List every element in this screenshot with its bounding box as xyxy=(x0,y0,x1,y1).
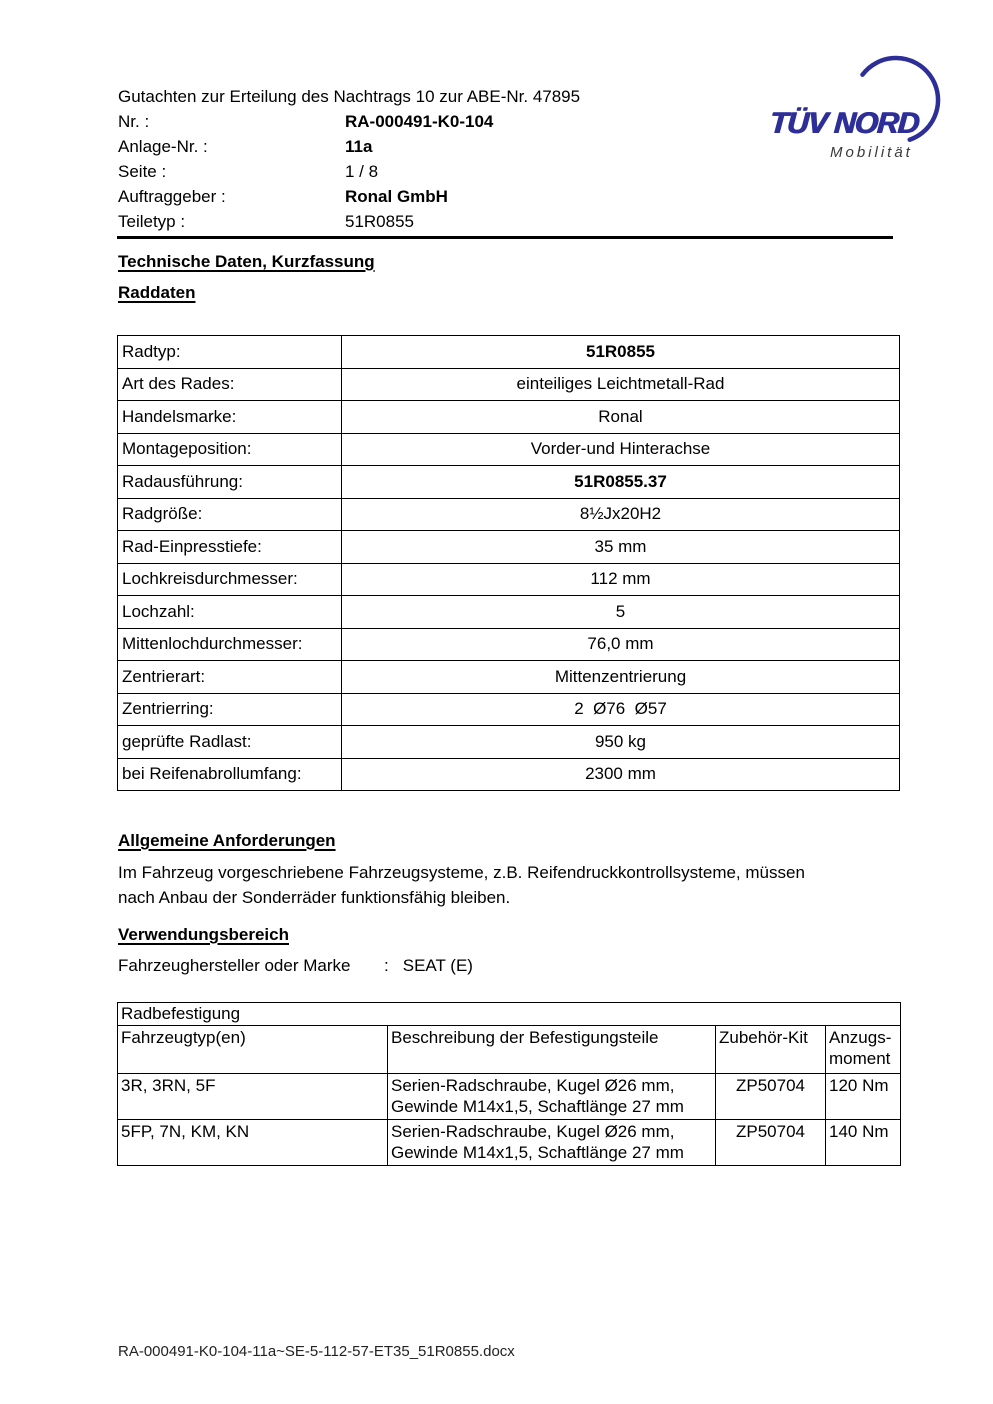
table-row xyxy=(118,1074,901,1120)
meta-value-nr: RA-000491-K0-104 xyxy=(345,112,494,131)
row-value: 8½Jx20H2 xyxy=(342,498,900,531)
requirements-paragraph xyxy=(118,860,918,910)
meta-label: Auftraggeber : xyxy=(118,187,226,206)
header xyxy=(118,84,738,234)
row-value: 5 xyxy=(342,596,900,629)
table-row xyxy=(118,1120,901,1166)
header-meta xyxy=(118,109,738,234)
row-label: Mittenlochdurchmesser: xyxy=(118,628,342,661)
row-value: 2 Ø76 Ø57 xyxy=(342,693,900,726)
heading-technische-daten: Technische Daten, Kurzfassung xyxy=(118,252,375,271)
table-row xyxy=(118,466,900,499)
table-row xyxy=(118,336,900,369)
meta-label: Anlage-Nr. : xyxy=(118,137,208,156)
tuv-nord-logo xyxy=(758,45,958,175)
beschreibung-line: Gewinde M14x1,5, Schaftlänge 27 mm xyxy=(391,1143,684,1162)
row-label: bei Reifenabrollumfang: xyxy=(118,758,342,791)
beschreibung-line: Gewinde M14x1,5, Schaftlänge 27 mm xyxy=(391,1097,684,1116)
table-row xyxy=(118,433,900,466)
heading-allgemeine-anforderungen: Allgemeine Anforderungen xyxy=(118,831,336,850)
row-value: Ronal xyxy=(342,401,900,434)
row-value: Mittenzentrierung xyxy=(342,661,900,694)
row-value: Vorder-und Hinterachse xyxy=(342,433,900,466)
logo-subtitle: Mobilität xyxy=(830,144,913,161)
row-label: Lochzahl: xyxy=(118,596,342,629)
table-row xyxy=(118,596,900,629)
table-title-row xyxy=(118,1003,901,1026)
row-value: 2300 mm xyxy=(342,758,900,791)
row-value: einteiliges Leichtmetall-Rad xyxy=(342,368,900,401)
row-label: Montageposition: xyxy=(118,433,342,466)
meta-value-seite: 1 / 8 xyxy=(345,162,379,181)
heading-verwendungsbereich: Verwendungsbereich xyxy=(118,925,289,944)
beschreibung-line: Serien-Radschraube, Kugel Ø26 mm, xyxy=(391,1076,675,1095)
header-divider xyxy=(117,236,893,239)
beschreibung-line: Serien-Radschraube, Kugel Ø26 mm, xyxy=(391,1122,675,1141)
row-value: 35 mm xyxy=(342,531,900,564)
meta-label: Nr. : xyxy=(118,112,150,131)
row-label: Radtyp: xyxy=(118,336,342,369)
cell-fahrzeugtyp: 5FP, 7N, KM, KN xyxy=(118,1120,388,1166)
row-label: Radgröße: xyxy=(118,498,342,531)
cell-anzugsmoment: 140 Nm xyxy=(826,1120,901,1166)
paragraph-line: Im Fahrzeug vorgeschriebene Fahrzeugsysteme, z.B. Reifendruckkontrollsysteme, müssen xyxy=(118,863,805,882)
table-row xyxy=(118,726,900,759)
table-row xyxy=(118,401,900,434)
table-row xyxy=(118,758,900,791)
row-label: Handelsmarke: xyxy=(118,401,342,434)
meta-label: Seite : xyxy=(118,162,167,181)
row-value: 51R0855.37 xyxy=(342,466,900,499)
cell-fahrzeugtyp: 3R, 3RN, 5F xyxy=(118,1074,388,1120)
row-value: 950 kg xyxy=(342,726,900,759)
table-row xyxy=(118,628,900,661)
row-label: Zentrierart: xyxy=(118,661,342,694)
cell-zubehoer-kit: ZP50704 xyxy=(716,1074,826,1120)
paragraph-line: nach Anbau der Sonderräder funktionsfähig bleiben. xyxy=(118,888,511,907)
column-header: Zubehör-Kit xyxy=(716,1026,826,1074)
heading-raddaten: Raddaten xyxy=(118,283,196,302)
radbefestigung-table xyxy=(117,1002,901,1166)
logo-wordmark: TÜV NORD xyxy=(768,107,920,140)
table-row xyxy=(118,368,900,401)
document-filename: RA-000491-K0-104-11a~SE-5-112-57-ET35_51R0855.docx xyxy=(118,1343,515,1360)
cell-anzugsmoment: 120 Nm xyxy=(826,1074,901,1120)
row-label: Lochkreisdurchmesser: xyxy=(118,563,342,596)
row-value: 76,0 mm xyxy=(342,628,900,661)
cell-beschreibung xyxy=(388,1120,716,1166)
row-value: 51R0855 xyxy=(342,336,900,369)
raddaten-table xyxy=(117,335,900,791)
row-label: Art des Rades: xyxy=(118,368,342,401)
table-title: Radbefestigung xyxy=(118,1003,901,1026)
vehicle-manufacturer-line xyxy=(118,956,473,976)
table-row xyxy=(118,531,900,564)
usage-colon: : xyxy=(384,956,389,975)
cell-beschreibung xyxy=(388,1074,716,1120)
usage-value: SEAT (E) xyxy=(402,956,473,975)
row-value: 112 mm xyxy=(342,563,900,596)
table-row xyxy=(118,693,900,726)
row-label: Radausführung: xyxy=(118,466,342,499)
meta-label: Teiletyp : xyxy=(118,212,186,231)
cell-zubehoer-kit: ZP50704 xyxy=(716,1120,826,1166)
column-header: Beschreibung der Befestigungsteile xyxy=(388,1026,716,1074)
table-row xyxy=(118,498,900,531)
meta-value-teiletyp: 51R0855 xyxy=(345,212,415,231)
row-label: geprüfte Radlast: xyxy=(118,726,342,759)
row-label: Zentrierring: xyxy=(118,693,342,726)
meta-value-anlage: 11a xyxy=(345,137,373,156)
usage-label: Fahrzeughersteller oder Marke xyxy=(118,956,351,975)
column-header: Anzugs-moment xyxy=(826,1026,901,1074)
meta-value-auftraggeber: Ronal GmbH xyxy=(345,187,448,206)
row-label: Rad-Einpresstiefe: xyxy=(118,531,342,564)
table-row xyxy=(118,661,900,694)
table-header-row xyxy=(118,1026,901,1074)
column-header: Fahrzeugtyp(en) xyxy=(118,1026,388,1074)
table-row xyxy=(118,563,900,596)
document-title: Gutachten zur Erteilung des Nachtrags 10 zur ABE-Nr. 47895 xyxy=(118,87,581,106)
